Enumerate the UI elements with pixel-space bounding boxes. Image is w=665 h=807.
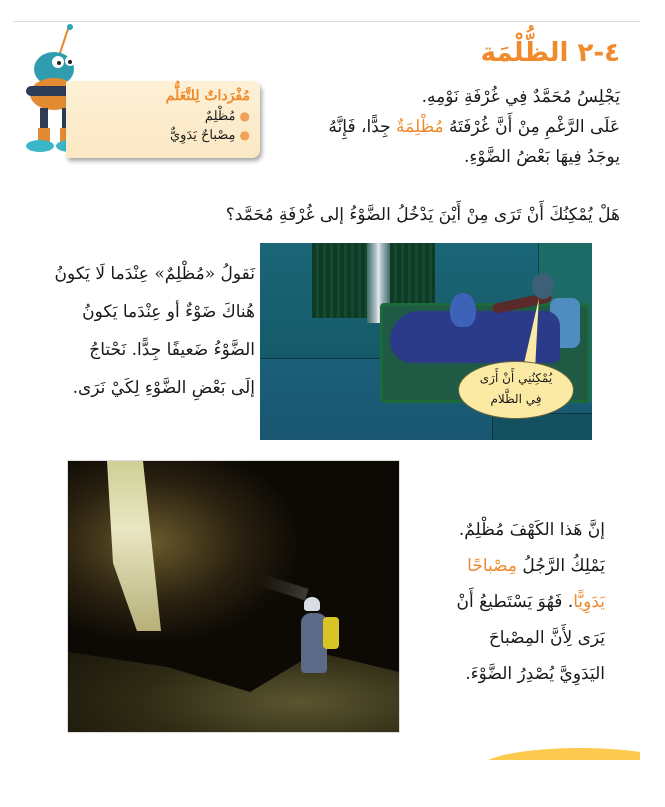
definition-paragraph — [15, 255, 255, 407]
bullet-icon: ● — [239, 109, 250, 123]
cave-photo — [67, 460, 400, 733]
decorative-swoosh — [480, 748, 640, 760]
vocabulary-title: مُفْرَداتٌ لِلتَّعَلُّم — [165, 88, 250, 104]
section-number: ٤-٢ — [577, 38, 620, 68]
top-divider — [13, 21, 640, 22]
curtain — [312, 243, 367, 318]
text-line: يوجَدُ فِيهَا بَعْضُ الضَّوْءِ. — [463, 147, 620, 167]
text-line: إلَى بَعْضِ الضَّوْءِ لِكَيْ نَرَى. — [72, 378, 255, 398]
bedroom-illustration — [260, 243, 592, 440]
vocabulary-item: ●مُظْلِمٌ — [204, 109, 250, 124]
boy — [532, 273, 554, 299]
cave-paragraph — [375, 512, 605, 692]
highlighted-term: يَدَوِيًّا — [573, 592, 605, 612]
text-line: الضَّوْءُ ضَعيفًا جِدًّا. نَحْتاجُ — [89, 340, 255, 360]
toy-bunny — [450, 293, 476, 327]
headlamp-beam — [257, 574, 308, 601]
text-line: اليَدَوِيَّ يُصْدِرُ الضَّوْءَ. — [465, 664, 605, 684]
text-line: يَرَى لِأَنَّ المِصْباحَ — [488, 628, 605, 648]
text-line: نَقولُ «مُظْلِمٌ» عِنْدَما لَا يَكونُ — [54, 264, 255, 284]
highlighted-term: مِصْباحًا — [467, 556, 517, 576]
question-line: هَلْ يُمْكِنُكَ أَنْ تَرَى مِنْ أَيْنَ يَدْخُلُ الضَّوْءُ إلى غُرْفَةِ مُحَمَّد؟ — [225, 205, 620, 225]
highlighted-term: مُظْلِمَةٌ — [396, 117, 444, 137]
intro-paragraph — [200, 82, 620, 172]
vocabulary-item: ●مِصْباحٌ يَدَوِيٌّ — [169, 128, 250, 143]
text-line: يَدَوِيًّا. فَهُوَ يَسْتَطيعُ أَنْ — [456, 592, 605, 612]
text-line: إنَّ هَذا الكَهْفَ مُظْلِمٌ. — [458, 520, 605, 540]
speech-bubble: يُمْكِنُنِي أَنْ أَرَى فِي الظَّلام — [458, 361, 574, 419]
text-line: يَجْلِسُ مُحَمَّدٌ فِي غُرْفَةِ نَوْمِهِ. — [421, 87, 620, 107]
text-line: يَمْلِكُ الرَّجُلُ مِصْباحًا — [467, 556, 605, 576]
text-line: عَلَى الرَّغْمِ مِنْ أَنَّ غُرْفَتَهُ مُظْلِمَةٌ جِدًّا، فَإِنَّهُ — [328, 117, 620, 137]
section-heading: الظُّلْمَة — [480, 38, 569, 68]
section-title — [481, 38, 620, 68]
text-line: هُناكَ ضَوْءٌ أو عِنْدَما يَكونُ — [82, 302, 255, 322]
bullet-icon: ● — [239, 128, 250, 142]
